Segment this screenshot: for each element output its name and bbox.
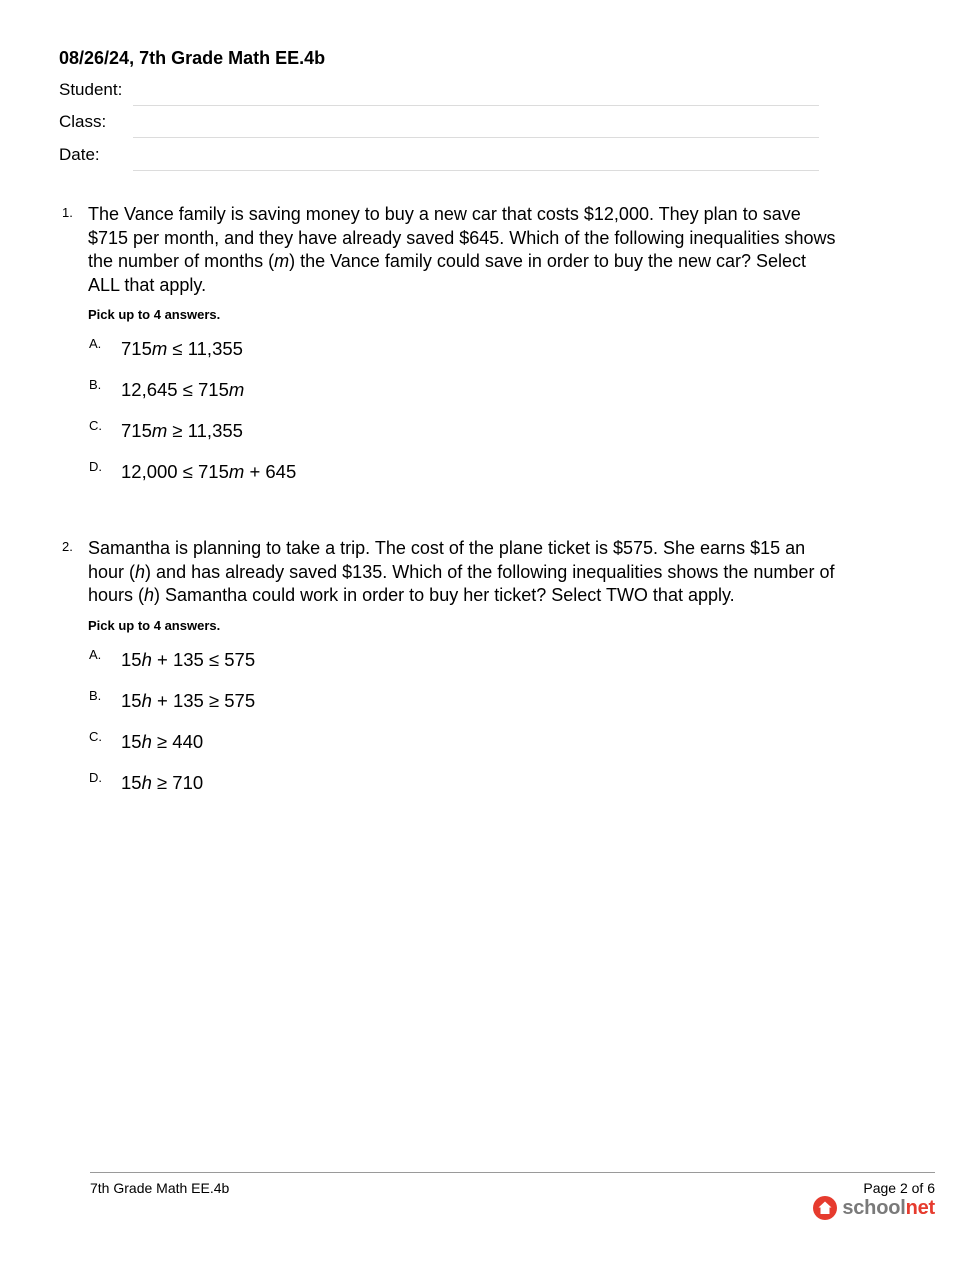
choice-letter: D. [89, 769, 102, 785]
choice-d[interactable] [89, 459, 839, 500]
choice-text: 715m ≤ 11,355 [121, 338, 243, 359]
date-line [133, 170, 819, 171]
choice-letter: A. [89, 646, 102, 662]
question-2 [59, 537, 839, 811]
choice-letter: B. [89, 377, 102, 392]
choice-letter: B. [89, 687, 102, 703]
student-label: Student: [59, 80, 123, 99]
logo-text-school: school [842, 1196, 906, 1219]
choice-letter: C. [89, 418, 102, 433]
choice-c[interactable] [89, 729, 839, 770]
question-stem: The Vance family is saving money to buy a new car that costs $12,000. They plan to save $715 per month, and they have already saved $645. Which of the following inequalities shows the number of months (m) the Vance family could save in order to buy the new car? Select ALL that apply. [88, 204, 836, 295]
footer-divider [90, 1172, 935, 1173]
choice-a[interactable] [89, 647, 839, 688]
choice-text: 12,645 ≤ 715m [121, 379, 245, 400]
choice-list [89, 647, 839, 811]
date-field [59, 139, 819, 171]
answer-instruction: Pick up to 4 answers. [88, 307, 221, 322]
choice-text: 15h ≥ 710 [121, 771, 204, 793]
question-number: 1. [62, 205, 73, 220]
date-label: Date: [59, 145, 100, 164]
choice-letter: A. [89, 336, 102, 351]
choice-text: 15h + 135 ≤ 575 [121, 648, 256, 670]
choice-letter: D. [89, 459, 102, 474]
student-field [59, 74, 819, 106]
choice-text: 12,000 ≤ 715m + 645 [121, 461, 297, 482]
question-number: 2. [62, 539, 73, 554]
question-1 [59, 203, 839, 500]
logo-text-net: net [905, 1196, 935, 1219]
class-label: Class: [59, 112, 107, 131]
choice-c[interactable] [89, 418, 839, 459]
choice-d[interactable] [89, 770, 839, 811]
house-icon [813, 1196, 837, 1220]
page-title: 08/26/24, 7th Grade Math EE.4b [59, 48, 326, 68]
choice-text: 15h + 135 ≥ 575 [121, 689, 256, 711]
choice-b[interactable] [89, 688, 839, 729]
answer-instruction: Pick up to 4 answers. [88, 617, 221, 633]
choice-text: 715m ≥ 11,355 [121, 420, 243, 441]
question-stem: Samantha is planning to take a trip. The cost of the plane ticket is $575. She earns $15 an hour (h) and has already saved $135. Which of the following inequalities shows the number of hours (h) Samantha could work in order to buy her ticket? Select TWO that apply. [88, 538, 835, 605]
choice-b[interactable] [89, 377, 839, 418]
class-field [59, 106, 819, 138]
choice-list [89, 336, 839, 500]
choice-a[interactable] [89, 336, 839, 377]
choice-text: 15h ≥ 440 [121, 730, 204, 752]
choice-letter: C. [89, 728, 102, 744]
page-number: Page 2 of 6 [863, 1180, 935, 1196]
footer-title: 7th Grade Math EE.4b [90, 1180, 230, 1196]
class-line [133, 137, 819, 138]
schoolnet-logo [813, 1195, 935, 1221]
